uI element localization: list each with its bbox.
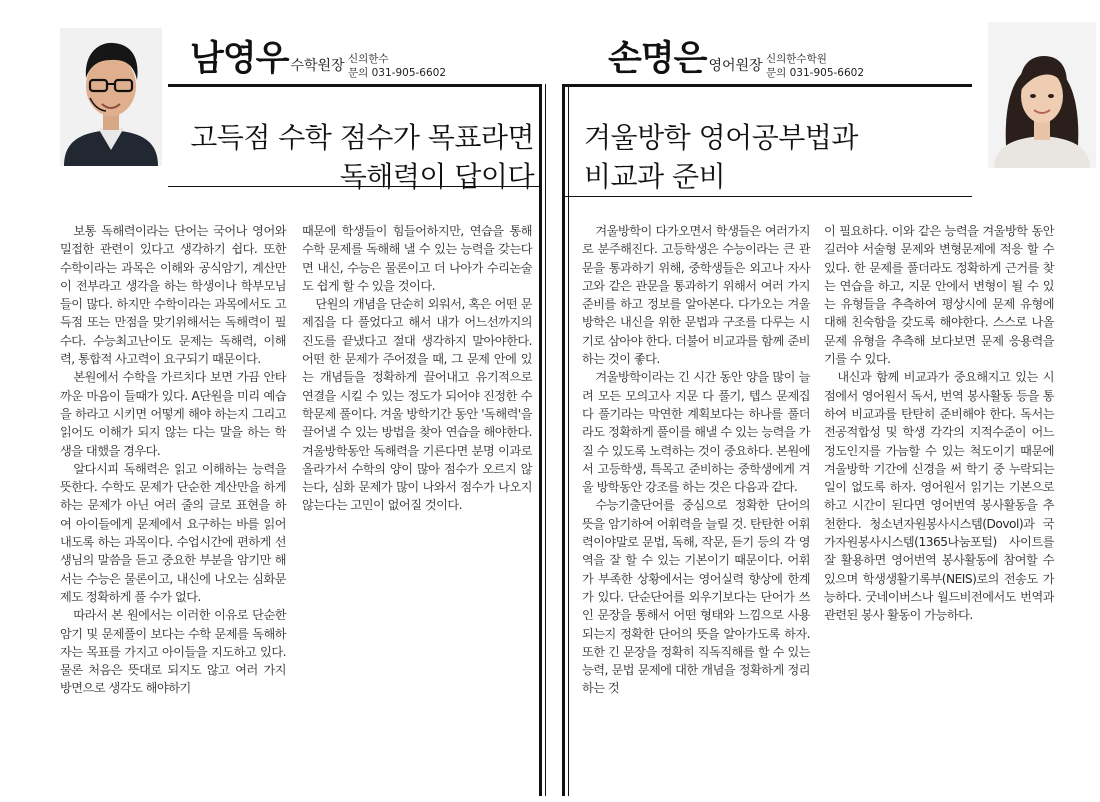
author-name: 남영우: [190, 39, 289, 79]
paragraph: 내신과 함께 비교과가 중요해지고 있는 시점에서 영어원서 독서, 번역 봉사활동 등을 통하여 비교과를 탄탄히 준비해야 한다. 독서는 전공적합성 및 학생 각각의 지적수준이 어느정도인지를 가늠할 수 있는 척도이기 때문에 겨울방학 기간에 신경을 써 학기 중 누락되는 일이 없도록 하자. 영어원서 읽기는 기본으로 하고 시간이 된다면 영어번역 봉사활동을 추천한다. 청소년자원봉사시스템(Dovol)과 국가자원봉사시스템(1365나눔포털) 사이트를 잘 활용하면 영어번역 봉사활동에 참여할 수 있으며 학생생활기록부(NEIS)로의 전송도 가능하다. 굿네이버스나 월드비전에서도 번역과 관련된 봉사 활동이 가능하다.: [824, 370, 1054, 623]
contact-phone: 문의 031-905-6602: [348, 67, 447, 79]
author-role: 영어원장: [708, 58, 763, 74]
paragraph: 때문에 학생들이 힘들어하지만, 연습을 통해 수학 문제를 독해해 낼 수 있는 능력을 갖는다면 내신, 수능은 물론이고 더 나아가 수리논술도 쉽게 할 수 있을 것이다.: [302, 224, 532, 293]
academy-name: 신의한수: [348, 53, 389, 65]
headline-rule: [562, 196, 972, 197]
column-border-right: [539, 84, 542, 796]
headline-line-2: 비교과 준비: [584, 160, 726, 193]
academy-name: 신의한수학원: [766, 53, 827, 65]
article-headline: [584, 118, 884, 196]
author-name-block: [190, 40, 345, 78]
author-role: 수학원장: [290, 58, 345, 74]
author-contact: [766, 52, 864, 80]
paragraph: 알다시피 독해력은 읽고 이해하는 능력을 뜻한다. 수학도 문제가 단순한 계산만을 하게 하는 문제가 아닌 여러 줄의 글로 표현을 하여 아이들에게 문제에서 요구하는 바를 읽어내도록 하는 과목이다. 수업시간에 편하게 선생님의 말씀을 듣고 중요한 부분을 암기만 해서는 수능은 물론이고, 내신에 나오는 심화문제도 정확하게 풀 수가 없다.: [60, 461, 286, 604]
column-border-left: [562, 84, 565, 796]
column-border-right-thin: [545, 84, 546, 796]
author-photo-nam-youngwoo: [60, 28, 162, 166]
paragraph: 수능기출단어를 중심으로 정확한 단어의 뜻을 암기하여 어휘력을 늘릴 것. 탄탄한 어휘력이야말로 문법, 독해, 작문, 듣기 등의 각 영역을 잘 할 수 있는 기본이기 때문이다. 어휘가 부족한 상황에서는 영어실력 향상에 한계가 있다. 단순단어를 외우기보다는 단어가 쓰인 문장을 통해서 어떤 형태와 느낌으로 사용되는지 정확한 단어의 뜻을 알아가도록 하자. 또한 긴 문장을 정확히 직독직해를 할 수 있는 능력, 문법 문제에 대한 개념을 정확하게 정리하는 것: [582, 498, 810, 696]
paragraph: 본원에서 수학을 가르치다 보면 가끔 안타까운 마음이 들때가 있다. A단원을 미리 예습을 하라고 시키면 어떻게 해야 하는지 그리고 읽어도 이해가 되지 않는 다는 말을 하는 학생을 대했을 경우다.: [60, 370, 286, 458]
author-name-block: [608, 40, 763, 78]
paragraph: 겨울방학이 다가오면서 학생들은 여러가지로 분주해진다. 고등학생은 수능이라는 큰 관문을 통과하기 위해, 중학생들은 외고나 자사고와 같은 관문을 통과하기 위해서 여러 가지 준비를 하고 정보를 알아본다. 다가오는 겨울방학은 내신을 위한 문법과 구조를 다루는 시기로 삼아야 한다. 더불어 비교과를 함께 준비하는 것이 좋다.: [582, 224, 810, 367]
headline-line-2: 독해력이 답이다: [339, 160, 534, 193]
paragraph: 단원의 개념을 단순히 외워서, 혹은 어떤 문제집을 다 풀었다고 해서 내가 어느선까지의 진도를 끝냈다고 절대 생각하지 말아야한다. 어떤 한 문제가 주어졌을 때, 그 문제 안에 있는 개념들을 정확하게 끌어내고 유기적으로 연결을 시킬 수 있는 정도가 되어야 진정한 수학문제 풀이다. 겨울 방학기간 동안 '독해력'을 끌어낼 수 있는 방법을 찾아 연습을 해야한다. 겨울방학동안 독해력을 기른다면 분명 이과로 올라가서 수학의 양이 많아 점수가 오르지 않는다, 심화 문제가 많이 나와서 점수가 나오지 않는다는 고민이 없어질 것이다.: [302, 297, 532, 513]
header-rule: [562, 84, 972, 87]
paragraph: 보통 독해력이라는 단어는 국어나 영어와 밀접한 관련이 있다고 생각하기 쉽다. 또한 수학이라는 과목은 이해와 공식암기, 계산만이 전부라고 생각을 하는 학생이나 학부모님들이 많다. 하지만 수학이라는 과목에서도 고득점 또는 만점을 맞기위해서는 독해력이 필수다. 수능최고난이도 문제는 독해력, 이해력, 통합적 사고력이 요구되기 때문이다.: [60, 224, 286, 367]
body-column-2: [824, 222, 1054, 625]
author-contact: [348, 52, 446, 80]
article-headline: [168, 118, 534, 196]
paragraph: 겨울방학이라는 긴 시간 동안 양을 많이 늘려 모든 모의고사 지문 다 풀기, 텝스 문제집 다 풀기라는 막연한 계획보다는 하나를 풀더라도 정확하게 풀이를 해낼 수 있는 능력을 가질 수 있도록 노력하는 것이 중요하다. 본원에서 고등학생, 특목고 준비하는 중학생에게 겨울 방학동안 강조를 하는 것은 다음과 같다.: [582, 370, 810, 495]
header-rule: [168, 84, 542, 87]
headline-line-1: 고득점 수학 점수가 목표라면: [190, 121, 534, 154]
contact-phone: 문의 031-905-6602: [766, 67, 865, 79]
author-name: 손명은: [608, 39, 707, 79]
body-column-1: [582, 222, 810, 698]
math-column-article: [0, 0, 548, 802]
paragraph: 이 필요하다. 이와 같은 능력을 겨울방학 동안 길러야 서술형 문제와 변형문제에 적응 할 수 있다. 한 문제를 풀더라도 정확하게 근거를 찾는 연습을 하고, 지문 안에서 변형이 될 수 있는 유형들을 추측하여 평상시에 문제 유형에 대해 친숙함을 갖도록 해야한다. 스스로 나올 문제 유형을 추측해 보다보면 문제 응용력을 기를 수 있다.: [824, 224, 1054, 367]
english-column-article: [562, 0, 1100, 802]
body-column-2: [302, 222, 532, 515]
headline-line-1: 겨울방학 영어공부법과: [584, 121, 858, 154]
author-photo-son-myungeun: [988, 22, 1096, 168]
column-border-left-thin: [568, 84, 569, 796]
paragraph: 따라서 본 원에서는 이러한 이유로 단순한 암기 및 문제풀이 보다는 수학 문제를 독해하자는 목표를 가지고 아이들을 지도하고 있다. 물론 처음은 뜻대로 되지도 않고 여러 가지 방면으로 생각도 해야하기: [60, 608, 286, 696]
body-column-1: [60, 222, 286, 698]
